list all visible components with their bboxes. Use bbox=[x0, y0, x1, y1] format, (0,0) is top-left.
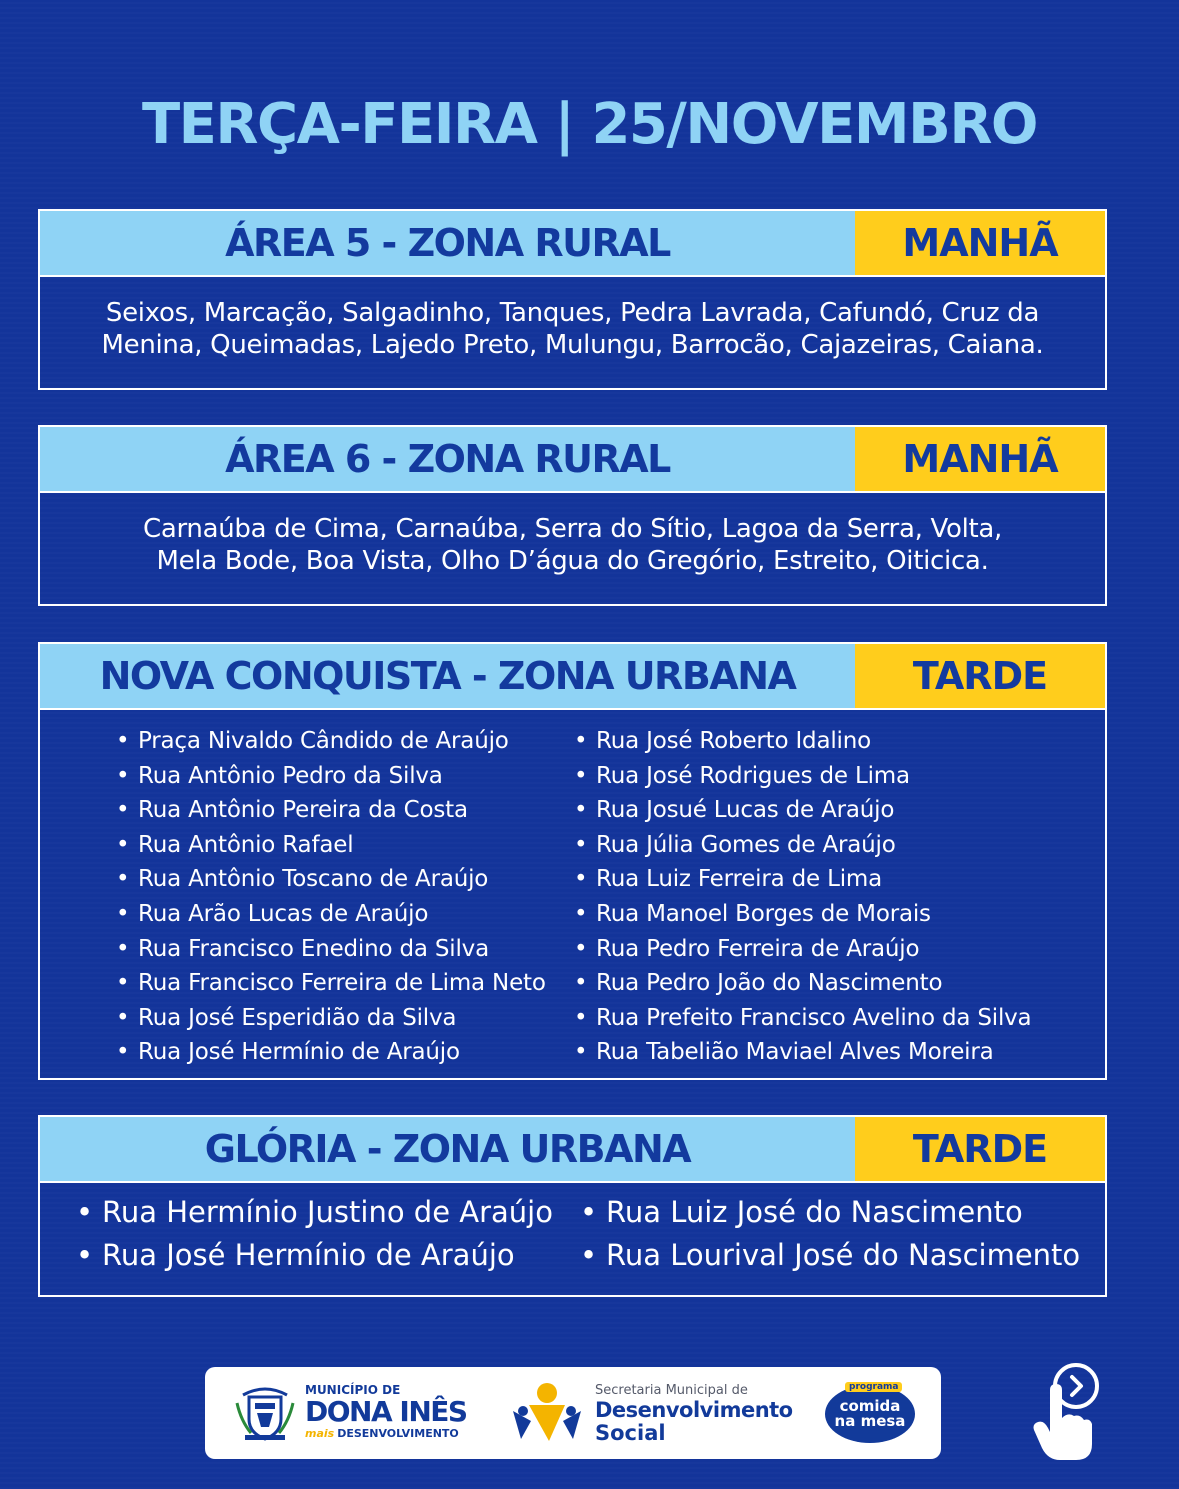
municipio-label: MUNICÍPIO DE bbox=[305, 1383, 401, 1397]
secretaria-line-3: Social bbox=[595, 1421, 666, 1445]
list-item: • Rua Manoel Borges de Morais bbox=[574, 897, 1031, 932]
locations-line-1: Seixos, Marcação, Salgadinho, Tanques, Pedra Lavrada, Cafundó, Cruz da bbox=[105, 298, 1040, 328]
section-period-badge: TARDE bbox=[855, 1117, 1105, 1181]
list-item: • Rua Pedro João do Nascimento bbox=[574, 966, 1031, 1001]
section-header bbox=[40, 211, 1105, 277]
section-title: ÁREA 6 - ZONA RURAL bbox=[40, 427, 855, 491]
section-locations bbox=[40, 277, 1105, 361]
list-item: • Rua José Esperidião da Silva bbox=[116, 1001, 574, 1036]
list-item: • Praça Nivaldo Cândido de Araújo bbox=[116, 724, 574, 759]
section-header bbox=[40, 644, 1105, 710]
street-column-2 bbox=[580, 1191, 1080, 1277]
section-header bbox=[40, 427, 1105, 493]
list-item: • Rua José Hermínio de Araújo bbox=[116, 1035, 574, 1070]
swipe-hand-icon[interactable] bbox=[1028, 1360, 1108, 1468]
list-item: • Rua Pedro Ferreira de Araújo bbox=[574, 932, 1031, 967]
programa-logo bbox=[825, 1382, 915, 1443]
section-gloria bbox=[38, 1115, 1107, 1297]
list-item: • Rua Antônio Toscano de Araújo bbox=[116, 862, 574, 897]
list-item: • Rua Lourival José do Nascimento bbox=[580, 1234, 1080, 1277]
social-development-icon bbox=[509, 1381, 585, 1451]
programa-tag: programa bbox=[845, 1382, 902, 1392]
list-item: • Rua Antônio Rafael bbox=[116, 828, 574, 863]
section-period-badge: TARDE bbox=[855, 644, 1105, 708]
street-column-2 bbox=[574, 724, 1031, 1070]
street-list bbox=[40, 710, 1105, 1070]
list-item: • Rua Arão Lucas de Araújo bbox=[116, 897, 574, 932]
list-item: • Rua Prefeito Francisco Avelino da Silva bbox=[574, 1001, 1031, 1036]
list-item: • Rua Tabelião Maviael Alves Moreira bbox=[574, 1035, 1031, 1070]
section-locations bbox=[40, 493, 1105, 577]
list-item: • Rua Luiz Ferreira de Lima bbox=[574, 862, 1031, 897]
section-area-6 bbox=[38, 425, 1107, 606]
section-period-badge: MANHÃ bbox=[855, 211, 1105, 275]
list-item: • Rua Francisco Ferreira de Lima Neto bbox=[116, 966, 574, 1001]
locations-line-2: Mela Bode, Boa Vista, Olho D’água do Gregório, Estreito, Oiticica. bbox=[156, 546, 989, 576]
list-item: • Rua Antônio Pereira da Costa bbox=[116, 793, 574, 828]
street-column-1 bbox=[116, 724, 574, 1070]
street-column-1 bbox=[76, 1191, 580, 1277]
municipio-tag: DESENVOLVIMENTO bbox=[337, 1427, 459, 1440]
secretaria-line-1: Secretaria Municipal de bbox=[595, 1383, 748, 1398]
section-nova-conquista bbox=[38, 642, 1107, 1080]
locations-line-2: Menina, Queimadas, Lajedo Preto, Mulungu, Barrocão, Cajazeiras, Caiana. bbox=[101, 330, 1044, 360]
municipio-name: DONA INÊS bbox=[305, 1395, 467, 1428]
list-item: • Rua Hermínio Justino de Araújo bbox=[76, 1191, 580, 1234]
section-title: GLÓRIA - ZONA URBANA bbox=[40, 1117, 855, 1181]
locations-line-1: Carnaúba de Cima, Carnaúba, Serra do Sítio, Lagoa da Serra, Volta, bbox=[143, 514, 1002, 544]
street-list bbox=[40, 1183, 1105, 1277]
municipio-tag-mais: mais bbox=[305, 1427, 335, 1440]
section-title: ÁREA 5 - ZONA RURAL bbox=[40, 211, 855, 275]
section-area-5 bbox=[38, 209, 1107, 390]
page-title: TERÇA-FEIRA | 25/NOVEMBRO bbox=[141, 92, 1038, 157]
section-header bbox=[40, 1117, 1105, 1183]
section-title: NOVA CONQUISTA - ZONA URBANA bbox=[40, 644, 855, 708]
list-item: • Rua Josué Lucas de Araújo bbox=[574, 793, 1031, 828]
list-item: • Rua Luiz José do Nascimento bbox=[580, 1191, 1080, 1234]
list-item: • Rua José Hermínio de Araújo bbox=[76, 1234, 580, 1277]
list-item: • Rua Júlia Gomes de Araújo bbox=[574, 828, 1031, 863]
secretaria-line-2: Desenvolvimento bbox=[595, 1398, 793, 1422]
list-item: • Rua Francisco Enedino da Silva bbox=[116, 932, 574, 967]
programa-line-2: na mesa bbox=[834, 1412, 906, 1430]
municipio-tagline bbox=[305, 1427, 459, 1440]
coat-of-arms-icon bbox=[233, 1381, 297, 1447]
list-item: • Rua José Rodrigues de Lima bbox=[574, 759, 1031, 794]
programa-line-1: comida bbox=[839, 1397, 901, 1415]
list-item: • Rua Antônio Pedro da Silva bbox=[116, 759, 574, 794]
footer-logos bbox=[205, 1367, 941, 1459]
list-item: • Rua José Roberto Idalino bbox=[574, 724, 1031, 759]
section-period-badge: MANHÃ bbox=[855, 427, 1105, 491]
